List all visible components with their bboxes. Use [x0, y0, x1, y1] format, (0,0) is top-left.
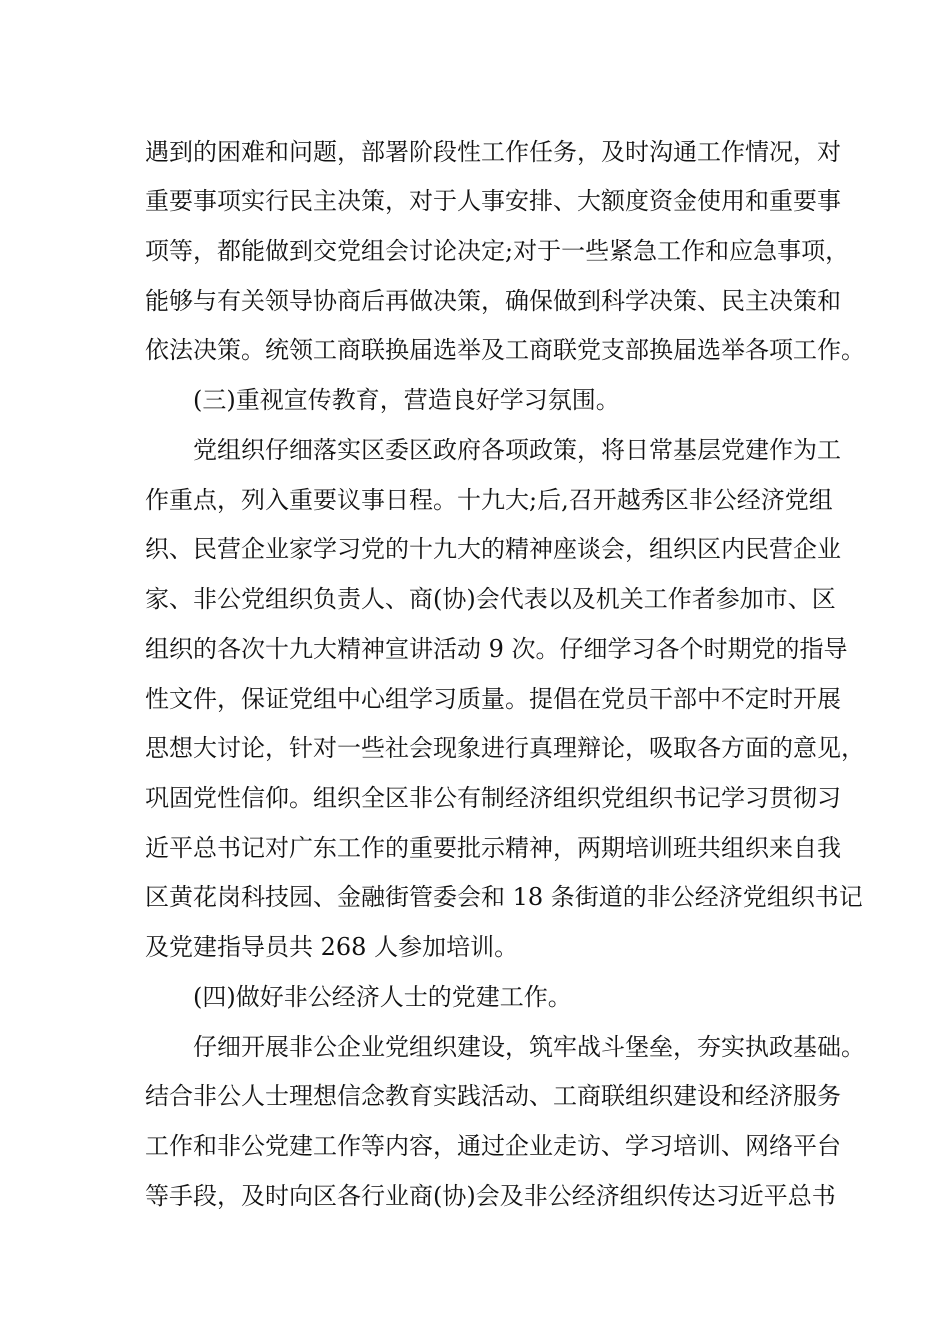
text-line: 能够与有关领导协商后再做决策，确保做到科学决策、民主决策和	[145, 287, 841, 315]
text-line: 依法决策。统领工商联换届选举及工商联党支部换届选举各项工作。	[145, 336, 865, 364]
section-heading: (三)重视宣传教育，营造良好学习氛围。	[193, 386, 620, 414]
text-line: 仔细开展非公企业党组织建设，筑牢战斗堡垒，夯实执政基础。	[193, 1033, 865, 1061]
text-line: 工作和非公党建工作等内容，通过企业走访、学习培训、网络平台	[145, 1132, 841, 1160]
text-line: 性文件，保证党组中心组学习质量。提倡在党员干部中不定时开展	[145, 685, 841, 713]
text-line: 重要事项实行民主决策，对于人事安排、大额度资金使用和重要事	[145, 187, 841, 215]
text-line: 党组织仔细落实区委区政府各项政策，将日常基层党建作为工	[193, 436, 841, 464]
text-line: 织、民营企业家学习党的十九大的精神座谈会，组织区内民营企业	[145, 535, 841, 563]
text-line: 结合非公人士理想信念教育实践活动、工商联组织建设和经济服务	[145, 1082, 841, 1110]
text-line: 及党建指导员共 268 人参加培训。	[145, 933, 519, 961]
text-line: 思想大讨论，针对一些社会现象进行真理辩论，吸取各方面的意见，	[145, 734, 865, 762]
text-line: 遇到的困难和问题，部署阶段性工作任务，及时沟通工作情况，对	[145, 138, 841, 166]
text-line: 近平总书记对广东工作的重要批示精神，两期培训班共组织来自我	[145, 834, 841, 862]
text-line: 等手段，及时向区各行业商(协)会及非公经济组织传达习近平总书	[145, 1182, 836, 1210]
text-line: 巩固党性信仰。组织全区非公有制经济组织党组织书记学习贯彻习	[145, 784, 841, 812]
text-line: 组织的各次十九大精神宣讲活动 9 次。仔细学习各个时期党的指导	[145, 635, 848, 663]
text-line: 家、非公党组织负责人、商(协)会代表以及机关工作者参加市、区	[145, 585, 836, 613]
text-line: 项等，都能做到交党组会讨论决定;对于一些紧急工作和应急事项，	[145, 237, 850, 265]
section-heading: (四)做好非公经济人士的党建工作。	[193, 983, 572, 1011]
text-line: 区黄花岗科技园、金融街管委会和 18 条街道的非公经济党组织书记	[145, 883, 863, 911]
text-line: 作重点，列入重要议事日程。十九大;后,召开越秀区非公经济党组	[145, 486, 833, 514]
